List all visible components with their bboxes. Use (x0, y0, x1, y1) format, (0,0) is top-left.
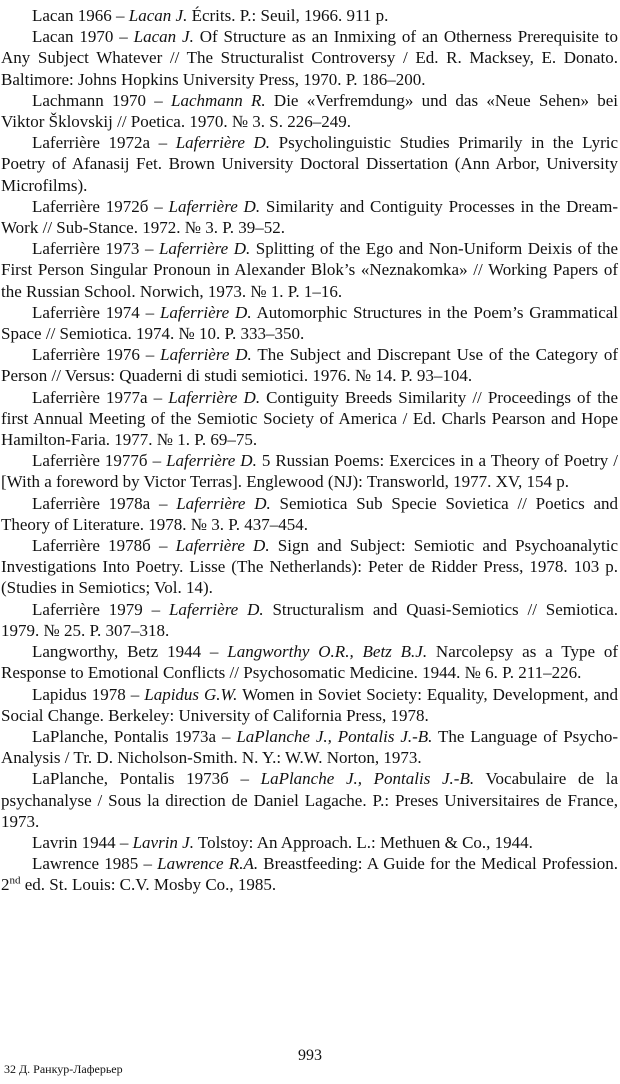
entry-text: Tolstoy: An Approach. L.: Methuen & Co., 1944. (197, 832, 533, 852)
entry-author: Lapidus G.W. (144, 684, 238, 704)
bibliography-entry (1, 684, 618, 726)
bibliography-entry (1, 26, 618, 90)
entry-text: Sign and Subject: Semiotic and Psychoanalytic Investigations Into Poetry. Lisse (The Netherlands): Peter de Ridder Press, 1978. 103 p. (Studies in Semiotics; Vol. 14). (1, 536, 619, 598)
bibliography-entry (1, 387, 618, 451)
bibliography-entry (1, 768, 618, 832)
entry-key: Lacan 1966 (32, 6, 112, 25)
entry-text: Semiotica Sub Specie Sovietica // Poetics and Theory of Literature. 1978. № 3. P. 437–454. (1, 493, 619, 534)
entry-key: Laferrière 1979 (32, 599, 143, 619)
entry-author: Laferrière D. (166, 451, 257, 471)
entry-text: 5 Russian Poems: Exercices in a Theory of Poetry / [With a foreword by Victor Terras]. Englewood (NJ): Transworld, 1977. XV, 154 p. (1, 451, 619, 492)
entry-separator: – (139, 345, 161, 365)
entry-key: Lawrence 1985 (32, 854, 139, 874)
entry-key: Laferrière 1974 (32, 302, 140, 322)
entry-author: Lavrin J. (132, 832, 194, 852)
entry-separator: – (146, 90, 171, 110)
entry-key: Laferrière 1976 (32, 345, 140, 365)
entry-superscript: nd (9, 874, 21, 887)
bibliography-entry (1, 599, 618, 641)
bibliography-list (1, 5, 618, 896)
entry-separator: – (201, 642, 228, 662)
entry-key: LaPlanche, Pontalis 1973б (32, 769, 229, 789)
entry-key: Laferrière 1977б (32, 451, 148, 471)
entry-text: Écrits. P.: Seuil, 1966. 911 p. (191, 6, 389, 25)
entry-author: Laferrière D. (159, 302, 252, 322)
entry-separator: – (147, 387, 169, 407)
entry-key: Langworthy, Betz 1944 (32, 642, 202, 662)
entry-text: The Language of Psycho-Analysis / Tr. D. Nicholson-Smith. N. Y.: W.W. Norton, 1973. (1, 726, 619, 768)
entry-separator: – (216, 726, 237, 746)
entry-separator: – (138, 854, 158, 874)
entry-author: Laferrière D. (168, 196, 261, 216)
entry-separator: – (142, 599, 169, 619)
entry-text: Narcolepsy as a Type of Response to Emotional Conflicts // Psychosomatic Medicine. 1944. № 6. P. 211–226. (1, 642, 619, 683)
entry-key: Lavrin 1944 (32, 832, 116, 852)
entry-author: Lacan J. (128, 6, 188, 25)
entry-author: Laferrière D. (175, 536, 270, 556)
entry-key: Lachmann 1970 (32, 90, 146, 110)
bibliography-entry (1, 132, 618, 196)
entry-author: Laferrière D. (168, 387, 261, 407)
entry-text: Contiguity Breeds Similarity // Proceedings of the first Annual Meeting of the Semiotic Society of America / Ed. Charls Pearson and Hope Hamilton-Faria. 1977. № 1. P. 69–75. (1, 387, 619, 450)
entry-separator: – (115, 832, 133, 852)
entry-text: Women in Soviet Society: Equality, Development, and Social Change. Berkeley: University of California Press, 1978. (1, 684, 619, 725)
bibliography-entry (1, 450, 618, 492)
entry-text: Die «Verfremdung» und das «Neue Sehen» bei Viktor Šklovskij // Poetica. 1970. № 3. S. 226–249. (1, 90, 618, 132)
entry-key: Laferrière 1973 (32, 239, 140, 259)
entry-key: Laferrière 1972a (32, 133, 151, 153)
entry-separator: – (113, 27, 134, 47)
entry-separator: – (150, 536, 176, 556)
entry-author: LaPlanche J., Pontalis J.-B. (236, 726, 433, 746)
entry-text: Vocabulaire de la psychanalyse / Sous la direction de Daniel Lagache. P.: Preses Universitaires de France, 1973. (1, 769, 618, 831)
bibliography-entry (1, 344, 618, 386)
entry-separator: – (150, 133, 176, 153)
bibliography-entry (1, 196, 618, 238)
entry-text: Automorphic Structures in the Poem’s Grammatical Space // Semiotica. 1974. № 10. P. 333–350. (1, 302, 619, 344)
entry-text: Structuralism and Quasi-Semiotics // Semiotica. 1979. № 25. P. 307–318. (1, 599, 619, 640)
bibliography-entry (1, 832, 618, 853)
entry-separator: – (150, 493, 177, 513)
entry-separator: – (111, 6, 129, 25)
bibliography-entry (1, 493, 618, 535)
bibliography-entry (1, 5, 618, 26)
entry-text-continued: ed. St. Louis: C.V. Mosby Co., 1985. (20, 875, 277, 895)
page-number: 993 (298, 1047, 322, 1064)
entry-separator: – (148, 196, 169, 216)
entry-author: Laferrière D. (176, 493, 271, 513)
entry-text: Breastfeeding: A Guide for the Medical Profession. 2 (1, 854, 618, 895)
entry-text: Splitting of the Ego and Non-Uniform Deixis of the First Person Singular Pronoun in Alexander Blok’s «Neznakomka» // Working Papers of the Russian School. Norwich, 1973. № 1. P. 1–16. (1, 239, 619, 301)
signature-mark: 32 Д. Ранкур-Лаферьер (4, 1062, 123, 1076)
bibliography-entry (1, 726, 618, 768)
entry-separator: – (125, 684, 145, 704)
bibliography-entry (1, 853, 618, 895)
entry-separator: – (147, 451, 167, 471)
entry-key: LaPlanche, Pontalis 1973a (32, 726, 217, 746)
entry-key: Laferrière 1978a (32, 493, 151, 513)
entry-author: Langworthy O.R., Betz B.J. (227, 642, 428, 662)
entry-author: Laferrière D. (168, 599, 264, 619)
entry-author: Lacan J. (133, 27, 194, 47)
entry-text: The Subject and Discrepant Use of the Category of Person // Versus: Quaderni di studi semiotici. 1976. № 14. P. 93–104. (1, 345, 619, 386)
entry-separator: – (228, 769, 261, 789)
entry-separator: – (139, 302, 160, 322)
entry-author: Laferrière D. (158, 239, 251, 259)
entry-key: Laferrière 1972б (32, 196, 149, 216)
entry-key: Laferrière 1977a (32, 387, 148, 407)
entry-author: LaPlanche J., Pontalis J.-B. (260, 769, 475, 789)
bibliography-entry (1, 641, 618, 683)
entry-key: Lacan 1970 (32, 27, 114, 47)
entry-text: Similarity and Contiguity Processes in the Dream-Work // Sub-Stance. 1972. № 3. P. 39–52. (1, 196, 619, 238)
bibliography-entry (1, 302, 618, 344)
entry-author: Laferrière D. (160, 345, 252, 365)
entry-separator: – (139, 239, 159, 259)
entry-key: Lapidus 1978 (32, 684, 126, 704)
entry-key: Laferrière 1978б (32, 536, 151, 556)
entry-text: Psycholinguistic Studies Primarily in the Lyric Poetry of Afanasij Fet. Brown University Doctoral Dissertation (Ann Arbor, University Microfilms). (1, 133, 619, 195)
bibliography-entry (1, 90, 618, 132)
bibliography-entry (1, 535, 618, 599)
entry-text: Of Structure as an Inmixing of an Otherness Prerequisite to Any Subject Whatever // The Structuralist Controversy / Ed. R. Macksey, E. Donato. Baltimore: Johns Hopkins University Press, 1970. P. 186–200. (1, 27, 619, 89)
entry-author: Laferrière D. (175, 133, 271, 153)
entry-author: Lachmann R. (171, 90, 266, 110)
bibliography-entry (1, 238, 618, 302)
entry-author: Lawrence R.A. (157, 854, 259, 874)
